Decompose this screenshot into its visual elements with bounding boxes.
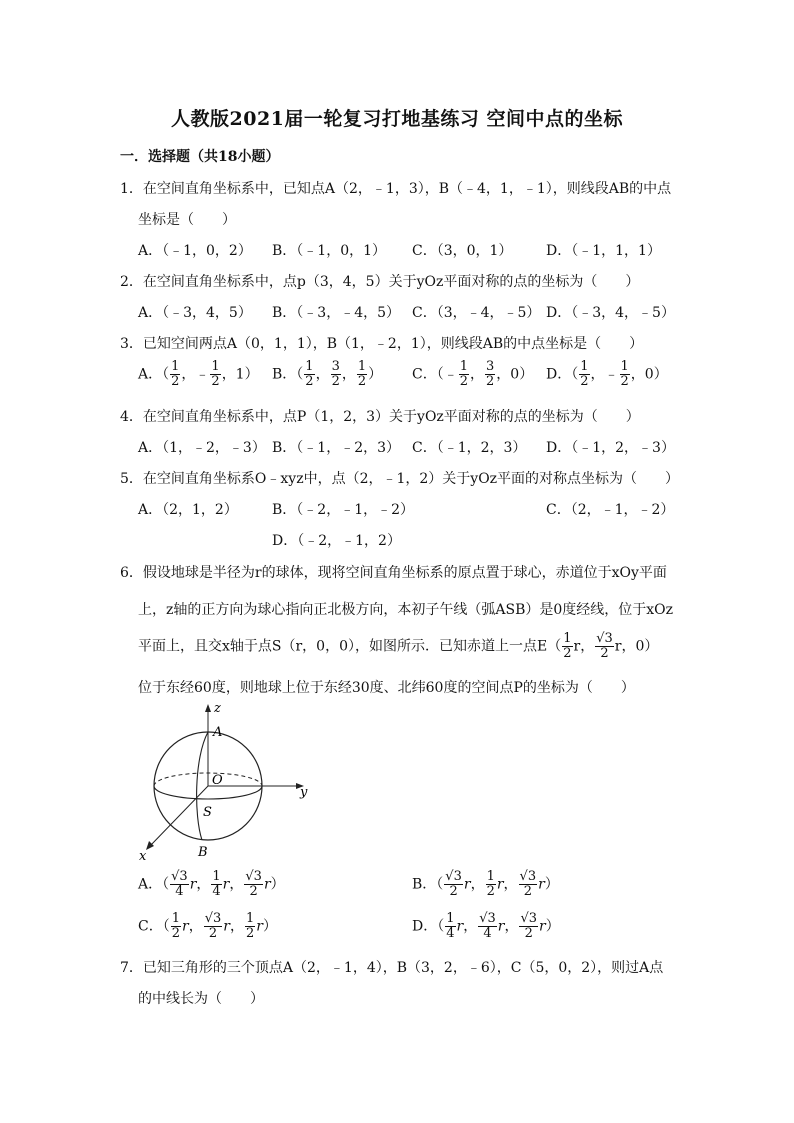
origin-label: O	[212, 773, 223, 788]
point-a-label: A	[213, 725, 223, 740]
q4-option-c[interactable]: C．（﹣1，2，3）	[412, 440, 527, 456]
q5-stem: 5．在空间直角坐标系O﹣xyz中，点（2，﹣1，2）关于yOz平面的对称点坐标为（ ）	[120, 471, 680, 487]
q1-option-b[interactable]: B．（﹣1，0，1）	[272, 243, 387, 259]
q3-stem: 3．已知空间两点A（0，1，1），B（1，﹣2，1），则线段AB的中点坐标是（ ）	[120, 336, 644, 352]
q3-option-a[interactable]: A．（ $\frac{1}{2}$ ，﹣ $\frac{1}{2}$ ，1）	[138, 359, 259, 389]
z-axis-label: z	[214, 701, 221, 716]
q3-option-c[interactable]: C．（﹣ $\frac{1}{2}$ ， $\frac{3}{2}$ ，0）	[412, 359, 534, 389]
q5-option-d[interactable]: D．（﹣2，﹣1，2）	[272, 533, 401, 549]
q2-stem: 2．在空间直角坐标系中，点p（3，4，5）关于yOz平面对称的点的坐标为（ ）	[120, 274, 640, 290]
q1-option-c[interactable]: C．（3，0，1）	[412, 243, 513, 259]
q6-option-d[interactable]: D．（ $\frac{1}{4}$ r， $\frac{√3}{4}$ r， $\frac{√3}{2}$ r）	[412, 911, 560, 941]
q1-stem: 1．在空间直角坐标系中，已知点A（2，﹣1，3），B（﹣4，1，﹣1），则线段AB的中点	[120, 181, 672, 197]
q1-stem-cont: 坐标是（ ）	[138, 212, 236, 228]
q6-option-c[interactable]: C．（ $\frac{1}{2}$ r， $\frac{√3}{2}$ r， $\frac{1}{2}$ r）	[138, 911, 277, 941]
q2-option-b[interactable]: B．（﹣3，﹣4，5）	[272, 305, 401, 321]
q4-option-a[interactable]: A．（1，﹣2，﹣3）	[138, 440, 266, 456]
point-b-label: B	[198, 845, 208, 860]
q6-stem-1: 6．假设地球是半径为r的球体，现将空间直角坐标系的原点置于球心，赤道位于xOy平面	[120, 565, 667, 581]
q5-option-b[interactable]: B．（﹣2，﹣1，﹣2）	[272, 502, 415, 518]
q7-stem-1: 7．已知三角形的三个顶点A（2，﹣1，4），B（3，2，﹣6），C（5，0，2），则过A点	[120, 960, 664, 976]
q6-stem-2: 上，z轴的正方向为球心指向正北极方向，本初子午线（弧ASB）是0度经线，位于xOz	[138, 602, 674, 618]
q6-option-a[interactable]: A．（ $\frac{√3}{4}$ r， $\frac{1}{4}$ r， $\frac{√3}{2}$ r）	[138, 869, 285, 899]
sphere-figure	[136, 698, 316, 862]
q5-option-a[interactable]: A．（2，1，2）	[138, 502, 238, 518]
q6-option-b[interactable]: B．（ $\frac{√3}{2}$ r， $\frac{1}{2}$ r， $\frac{√3}{2}$ r）	[412, 869, 559, 899]
q5-option-c[interactable]: C．（2，﹣1，﹣2）	[546, 502, 675, 518]
q2-option-d[interactable]: D．（﹣3，4，﹣5）	[546, 305, 675, 321]
q3-option-b[interactable]: B．（ $\frac{1}{2}$ ， $\frac{3}{2}$ ， $\frac{1}{2}$ ）	[272, 359, 383, 389]
q4-option-b[interactable]: B．（﹣1，﹣2，3）	[272, 440, 401, 456]
q3-option-d[interactable]: D．（ $\frac{1}{2}$ ，﹣ $\frac{1}{2}$ ，0）	[546, 359, 668, 389]
q4-stem: 4．在空间直角坐标系中，点P（1，2，3）关于yOz平面对称的点的坐标为（ ）	[120, 409, 640, 425]
document-title: 人教版2021届一轮复习打地基练习 空间中点的坐标	[171, 108, 623, 130]
point-s-label: S	[203, 805, 212, 820]
section-heading: 一．选择题（共18小题）	[120, 149, 280, 165]
q7-stem-2: 的中线长为（ ）	[138, 991, 264, 1007]
q6-stem-4: 位于东经60度，则地球上位于东经30度、北纬60度的空间点P的坐标为（ ）	[138, 680, 635, 696]
q4-option-d[interactable]: D．（﹣1，2，﹣3）	[546, 440, 675, 456]
q2-option-c[interactable]: C．（3，﹣4，﹣5）	[412, 305, 541, 321]
q6-stem-3: 平面上，且交x轴于点S（r，0，0），如图所示．已知赤道上一点E（ $\frac{1}{2}$ r， $\frac{√3}{2}$ r，0）	[138, 631, 659, 661]
x-axis-label: x	[139, 849, 147, 862]
q2-option-a[interactable]: A．（﹣3，4，5）	[138, 305, 252, 321]
y-axis-label: y	[300, 785, 308, 800]
q1-option-a[interactable]: A．（﹣1，0，2）	[138, 243, 252, 259]
q1-option-d[interactable]: D．（﹣1，1，1）	[546, 243, 661, 259]
